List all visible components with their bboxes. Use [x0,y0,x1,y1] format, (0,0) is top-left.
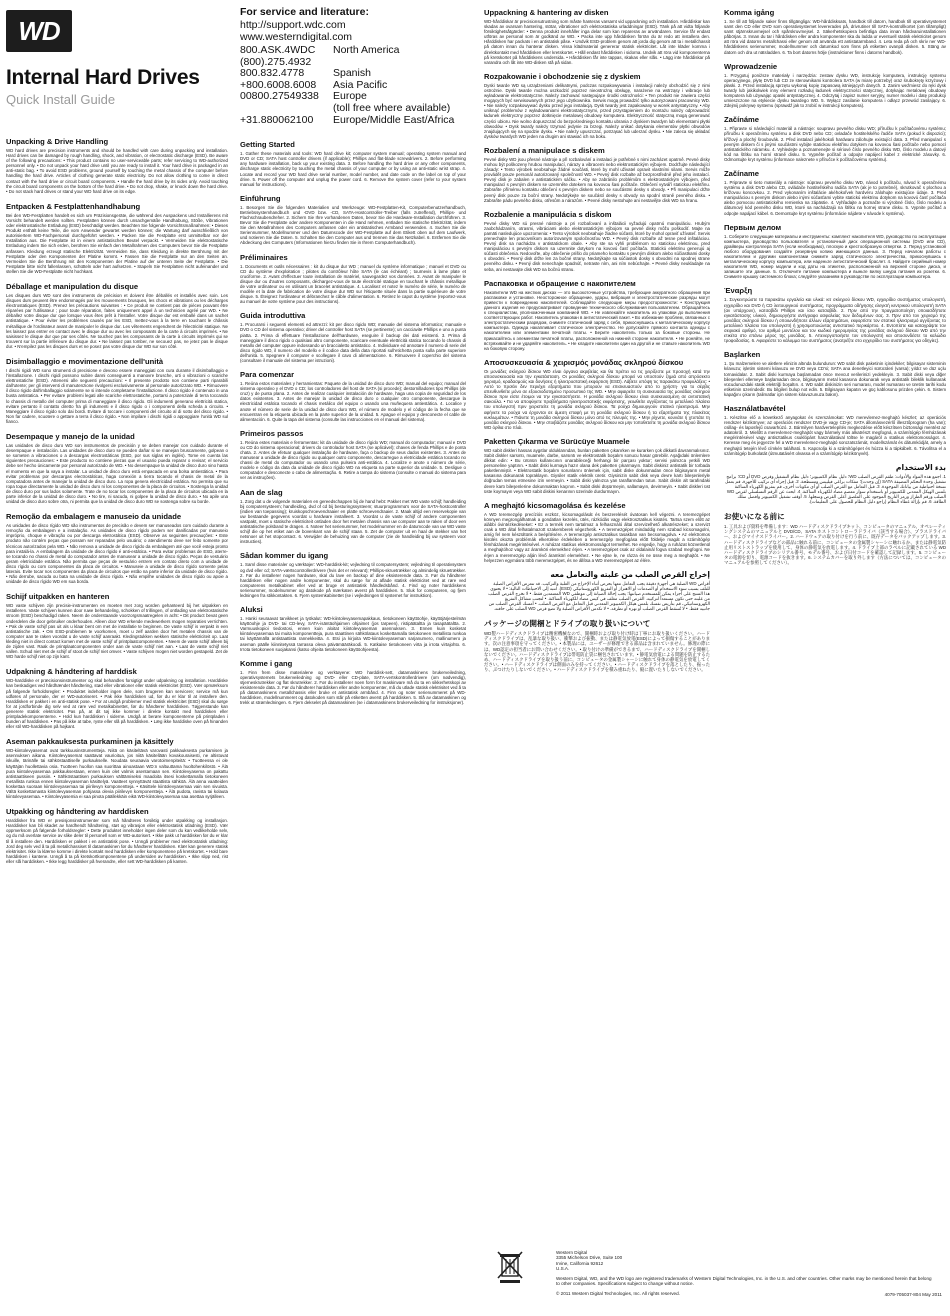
language-section [6,202,228,274]
section-heading: بدء الاستخدام [895,462,946,472]
language-section [724,511,946,565]
footer [484,1250,946,1310]
col2-sections [240,140,466,705]
section-heading: إخراج القرص الصلب من علبته والتعامل معه [550,569,710,579]
language-section [484,437,710,494]
section-body: 1. Připravte si následující materiál a nástroje: soupravu pevného disku WD; příručku k počítačovému systému; příručku k operačnímu systému a disk DVD nebo CD; ovladače hostitelského řadiče SATA (pokud k dispozici); křížový a plochý šroubovák. 2. Před instalací jakéhokoli hardwaru zálohujte existující data. 3. Před manipulací s pevným diskem či s jinými součástmi vybijte statickou elektřinu dotykem na kovovou šasi počítače nebo pomocí antistatického náramku. 4. Vyhledejte a poznamenejte si sériové číslo pevného disku WD, číslo modelu a datový kód na štítku na horní straně disku. 5. Vypněte počítač a odpojte napájecí kabel z elektrické zásuvky. 6. Odmontujte kryt systému (informace naleznete v příručce k počítačovému systému). [724,126,946,162]
section-body: Pevné disky WD jsou přesné nástroje a při rozbalování a instalaci je potřebné s nimi zacházet opatrně. Pevné disky mohou být poškozeny hrubou manipulací, nárazy a vibracemi nebo elektrostatickým výbojem. Dodržujte následující zásady: • Tento výrobek neobsahuje žádné součásti, které by mohl uživatel opravit vlastními silami. Servis může provádět pouze personál autorizovaný společností WD. • Pevný disk rozbalte až bezprostředně před jeho instalací. Pevný disk je zabalen v antistatickém sáčku. • Aby se zabránilo problémům s elektrostatickým výbojem, před manipulací s pevným diskem se uzemněte dotekem na kovovou šasi počítače. Oblečení vytváří statickou elektřinu. Zabraňte přímému kontaktu oblečení s pevným diskem nebo se součástmi desky s obvody. • Při manipulaci držte pevný disk pouze za boční strany. Nedotýkejte se součástí desky s obvody na spodní straně pevného disku. • Zabraňte pádu pevného disku, otřesům a nárazům. • Pevné disky nestohujte ani nestavějte disk WD na hranu. [484,156,710,203]
language-section [6,137,228,194]
contact-region: Spanish [333,67,371,80]
contact-phone: +31.880062100 [240,113,314,126]
contact-row [240,103,466,115]
section-heading: Para comenzar [240,370,295,380]
col4-sections [724,8,946,565]
section-body: 1. Saml disse materialer og værktøjer: WD-harddisk-kit; vejledning til computersystem; vejledning til operativsystem og dvd eller cd; SATA-værtscontrollerdrivere (hvis det er relevant); Phillips-skruetrækker og almindelig skruetrækker. 2. Før du installerer nogen hardware, skal du lave en backup af dine eksisterende data. 3. Før du håndterer harddisken eller nogen andre komponenter, skal du sørge for at aflade statisk elektricitet ved at røre ved computerens metalkabinet eller ved at bruge et antistatisk håndledsbånd. 4. Find og noter harddiskens serienummer, modelnummer og datokode på mærkaten øverst på harddisken. 5. Sluk for computeren, og fjern ledningen fra stikkontakten. 6. Fjern systemkabinettet (se i vejledningen til systemet for instruktion). [240,562,466,598]
language-section [6,807,228,864]
section-body: 1. Συγκεντρώστε τα παρακάτω εργαλεία και υλικά: κιτ σκληρού δίσκου WD, εγχειρίδιο συστήματος υπολογιστή, εγχειρίδιο και DVD ή CD λειτουργικού συστήματος, προγράμματα οδήγησης ελεγκτή κεντρικού υπολογιστή SATA (αν υπάρχουν), κατσαβίδι Phillips και ίσιο κατσαβίδι. 2. Πριν από την πραγματοποίηση οποιασδήποτε εγκατάστασης υλικού, δημιουργήστε αντίγραφο ασφαλείας των δεδομένων σας. 3. Πριν από τον χειρισμό της μονάδας σκληρού δίσκου ή οποιωνδήποτε άλλων εξαρτημάτων, εκφορτίστε τον στατικό ηλεκτρισμό αγγίζοντας το μεταλλικό πλαίσιο του υπολογιστή ή χρησιμοποιώντας αντιστατικό περικάρπιο. 4. Εντοπίστε και καταγράψτε τον σειριακό αριθμό, τον αριθμό μοντέλου και τον κωδικό ημερομηνίας της μονάδας σκληρού δίσκου WD από την ετικέτα στο επάνω μέρος της μονάδας. 5. Απενεργοποιήστε τον υπολογιστή και αποσυνδέστε το καλώδιο τροφοδοσίας. 6. Αφαιρέστε το κάλυμμα του συστήματος (ανατρέξτε στο εγχειρίδιο του συστήματος για οδηγίες). [724,297,946,344]
section-body: Les disques durs WD sont des instruments de précision et doivent être déballés et installés avec soin. Les disques durs peuvent être endommagés par les mouvements brusques, les chocs et vibrations ou les décharges électrostatiques (ESD). Prenez les précautions suivantes : • Ce produit ne contient pas de pièces pouvant être réparées par l'utilisateur ; pour toute réparation, faites uniquement appel à un technicien agréé par WD. • Ne déballez votre disque dur que lorsque vous êtes prêt à l'installer. Votre disque dur est emballé dans un sachet antistatique. • Pour éviter les problèmes causés par les ESD, mettez-vous à la terre en touchant le châssis métallique de l'ordinateur avant de manipuler le disque dur. Les vêtements engendrent de l'électricité statique. Ne les laissez pas entrer en contact avec le disque dur ou avec les composants de la carte à circuits imprimés. • Ne saisissez le disque dur que par ses côtés. Ne touchez pas les composants de la carte à circuits imprimés qui se trouvent sur la partie inférieure du disque dur. • Ne laissez pas tomber, ne secouez pas, ne jetez pas le disque dur. • N'empilez pas les disques durs et ne posez pas votre disque dur WD sur son côté. [6,292,228,349]
language-section [6,512,228,584]
contact-list [240,45,466,126]
language-section [6,432,228,504]
language-section [484,570,710,612]
section-body: 1. Készítse elő a következő anyagokat és szerszámokat: WD merevlemez-meghajtó készlet; az operációs rendszer kézikönyve; az operációs rendszer DVD-je vagy CD-je; SATA állomásvezérlő illesztőprogram (ha van); csillag- és laposfejű csavarhúzó. 2. Bármilyen hardvertelepítés megkezdése előtt készítsen biztonsági mentést az adatokról. 3. Mielőtt a merevlemez-meghajtót vagy bármely más alkatrészt megfogná, a számítógép fémházának megérintésével vagy antisztatikus csuklópánt használatával töltse le magáról a statikus elektromosságot. 4. Keresse meg és jegyezze fel a WD merevlemez-meghajtó sorozatszámát, modellszámát és dátumkódját, amely a meghajtó tetején lévő címkén található. 5. Kapcsolja ki a számítógépet és húzza ki a tápkábelt. 6. Távolítsa el a számítógép burkolatát (útmutatásért olvassa el a számítógép kézikönyvét). [724,414,946,456]
contact-region: Europe [333,90,367,103]
section-body: Bei den WD-Festplatten handelt es sich um Präzisionsgeräte, die während des Auspackens und Installierens mit Vorsicht behandelt werden sollten. Festplatten können durch unsachgemäße Handhabung, Stöße, Vibrationen oder elektrostatische Entladung (ESD) beschädigt werden. Beachten Sie folgende Vorsichtsmaßnahmen: • Dieses Produkt enthält keine Teile, die vom Anwender gewartet werden können; die Wartung darf ausschließlich von autorisiertem WD-Fachpersonal durchgeführt werden. • Packen Sie die Festplatte erst unmittelbar vor der Installation aus. Die Festplatte ist in einem antistatischen Beutel verpackt. • Vermeiden Sie elektrostatische Entladung indem Sie sich erden, berühren Sie einfach den Metallrahmen des Computers bevor Sie die Festplatte anfassen. Kleidung erzeugt statische Elektrizität. Vermeiden Sie, dass Kleidung in direkte Berührung mit der Festplatte oder den Komponenten der Platine kommt. • Fassen Sie die Festplatte nur an den Seiten an. Vermeiden Sie die Berührung mit den Komponenten der Platine auf der unteren Seite der Festplatte. • Die Festplatte bitte nicht fallenlassen, schütteln oder hart aufsetzen. • Stapeln Sie Festplatten nicht aufeinander und stellen Sie die WD-Festplatte nicht hochkant. [6,212,228,274]
section-heading: Einführung [240,193,281,203]
section-heading: Unpacking & Drive Handling [6,137,109,146]
section-heading: パッケージの開梱とドライブの取り扱いについて [484,619,651,629]
section-heading: Desempaque y manejo de la unidad [6,432,135,442]
section-body: Pevné disky WD sú presné nástroje a pri rozbaľovaní a inštalácii vyžadujú opatrnú manipuláciu. Hrubým zaobchádzaním, otrasmi, vibráciami alebo elektrostatickým výbojom sa pevné disky môžu poškodiť. Majte na pamäti nasledujúce upozornenia: • Tento výrobok neobsahuje žiadne súčasti, ktoré by mohol opraviť užívateľ. Servis prenechajte len pracovníkom autorizovaným spoločnosťou WD. • Pevný disk rozbaľte až tesne pred inštaláciou. Pevný disk sa nachádza v antistatickom obale. • Aby ste sa vyhli problémom so statickou elektrinou, pred manipuláciou s pevným diskom sa uzemnite dotykom na kovovú časť počítača. Statickú elektrinu generujú aj súčasti oblečenia. Nedovoľte, aby oblečenie prišlo do priameho kontaktu s pevným diskom alebo súčiastkami dosky s obvodmi. • Pevný disk držte len za bočné strany. Nedotýkajte sa súčiastok dosky s obvodmi na spodnej strane pevného disku. • Pevný disk nenechajte spadnúť, netraste ním, ani ním nebúchajte. • Pevné disky neukladajte na seba, ani nestavajte disk WD na bočnú stranu. [484,220,710,272]
section-body: أقراص WD الصلبة هي أجهزة دقيقة يجب التعامل معها بحرص أثناء الإخراج من العلبة والتركيب. قد تتعرض الأقراص الصلبة للتلف بسبب سوء الاستخدام أو الصدمات أو الاهتزاز أو التفريغ الكهروستاتيكي (ESD). انتبه إلى الاحتياطات التالية: • لا يحتوي هذا المنتج على أجزاء يمكن للمستخدم صيانتها؛ يجب إحالة الصيانة إلى موظفي WD المعتمدين فقط. • لا تخرج القرص الصلب من علبته حتى تكون مستعداً لتركيبه. القرص الصلب مغلف في كيس مضاد للكهرباء الساكنة. • لتجنب مشاكل التفريغ الكهروستاتيكي، قم بتأريض نفسك بلمس هيكل الكمبيوتر المعدني قبل التعامل مع القرص الصلب. • أمسك القرص الصلب من جانبيه فقط. • لا تُسقط القرص الصلب أو تهزه أو تطرقه. • لا تكدس الأقراص الصلبة ولا تضع قرص WD الصلب على حافته. [488,580,710,612]
section-heading: Getting Started [240,140,295,150]
section-body: 1. Gather these materials and tools: WD hard drive kit; computer system manual; operating system manual and DVD or CD; SATA host controller drivers (if applicable); Phillips and flat-blade screwdrivers. 2. Before performing any hardware installation, back up your existing data. 3. Before handling the hard drive or any other components, discharge static electricity by touching the metal chassis of your computer or by using an anti-static wrist strap. 4. Locate and record your WD hard drive serial number, model number, and date code on the label on top of your drive. 5. Power off the computer and unplug the power cord. 6. Remove the system cover (refer to your system manual for instructions). [240,151,466,187]
address-line: 3355 Michelson Drive, Suite 100 [556,1255,623,1261]
section-heading: Használatbavétel [724,403,786,413]
language-section [724,350,946,397]
section-heading: Udpakning & håndtering af harddisk [6,667,137,677]
section-body: Накопители WD на жестких дисках — это высокоточные устройства, требующие аккуратного обращения при распаковке и установке. Неосторожное обращение, удары, вибрация и электростатические разряды могут привести к повреждению накопителей. Соблюдайте следующие меры предосторожности: • Конструкция данного изделия не предусматривает проведение технического обслуживания пользователем. Обращайтесь к специалистам, уполномоченным компанией WD. • Не извлекайте накопитель из упаковки до выполнения соответствующих работ. Накопитель упакован в антистатический пакет. • Во избежание проблем, связанных с электростатическим разрядом, снимите статический заряд с себя, прикоснувшись к металлическому корпусу компьютера. Одежда накапливает статическое электричество. Не допускайте прямого контакта одежды с накопителем или элементами печатной платы. • Берите накопитель только за боковые стороны. Не прикасайтесь к элементам печатной платы, расположенной на нижней стороне накопителя. • Не роняйте, не встряхивайте и не ударяйте накопитель. • Не кладите накопители один на другой и не ставьте накопитель WD на боковую сторону. [484,289,710,351]
service-info [240,6,466,126]
contact-phone: 800.ASK.4WDC [240,44,316,56]
website-url[interactable]: www.westerndigital.com [240,31,353,43]
section-body: Οι μονάδες σκληρού δίσκου WD είναι όργανα ακριβείας και θα πρέπει να τις χειρίζεστε με προσοχή κατά την αποσυσκευασία και την εγκατάσταση. Οι μονάδες σκληρού δίσκου μπορεί να υποστούν ζημιά από απρόσεκτο χειρισμό, κραδασμούς και δονήσεις ή ηλεκτροστατική εκφόρτιση (ESD). Λάβετε υπόψη τις παρακάτω προφυλάξεις: • Αυτό το προϊόν δεν περιέχει εξαρτήματα που μπορούν να επισκευαστούν από το χρήστη· για το σέρβις απευθυνθείτε μόνο σε εξουσιοδοτημένο προσωπικό της WD. • Μην αφαιρείτε τη συσκευασία της μονάδας σκληρού δίσκου πριν είστε έτοιμοι να την εγκαταστήσετε. Η μονάδα σκληρού δίσκου είναι συσκευασμένη σε αντιστατική σακούλα. • Για να αποφύγετε προβλήματα ηλεκτροστατικής εκφόρτισης, γειωθείτε αγγίζοντας το μεταλλικό πλαίσιο του υπολογιστή πριν χειριστείτε τη μονάδα σκληρού δίσκου. Τα ρούχα δημιουργούν στατικό ηλεκτρισμό. Μην αφήνετε τα ρούχα να έρχονται σε άμεση επαφή με τη μονάδα σκληρού δίσκου ή τα εξαρτήματα της πλακέτας κυκλωμάτων. • Πιάνετε τη μονάδα σκληρού δίσκου μόνο από τις πλευρές της. • Μην ρίχνετε, κουνάτε ή χτυπάτε τη μονάδα σκληρού δίσκου. • Μην στοιβάζετε μονάδες σκληρού δίσκου και μην τοποθετείτε τη μονάδα σκληρού δίσκου WD όρθια στο πλάι. [484,368,710,430]
contact-row [240,45,466,57]
section-heading: Komma igång [724,8,775,17]
section-heading: Sådan kommer du igang [240,551,329,561]
section-heading: Komme i gang [240,658,293,668]
section-body: 1. 工具および資料を準備します：WD ハードディスクドライブキット、コンピュータのマニュアル、オペレーティングシステムのマニュアルと DVD/CD、SATA ホストコントローラドライバ（該当する場合）、プラスドライバー、およびマイナスドライバー。2. ハードウェアの取り付けを行う前に、既存データをバックアップします。3. ハードディスクドライブなどの部品に触れる前に、コンピュータの金属製シャーシに触れるか、または静電気防止用リストストラップを使用して、身体の静電気を放電します。4. ドライブ上部のラベルに記載されている WD ハードディスクドライブのシリアル番号、モデル番号、および日付コードを確認して記録します。5. コンピュータの電源を切り、電源コードを抜きます。6. システムカバーを取り外します（方法については、コンピュータのマニュアルを参照してください）。 [724,524,946,565]
section-body: WD-harddiske er præcisionsinstrumenter og skal behandles forsigtigt under udpakning og installation. Harddiske kan beskadiges ved hårdhændet håndtering, stød eller vibrationer eller statisk elektricitet (ESD). Vær opmærksom på følgende forholdsregler: • Produktet indeholder ingen dele, som brugeren kan servicere; service må kun udføres af personale, der er WD-autoriseret. • Pak ikke harddisken ud, før du er klar til at installere den. Harddisken er pakket i en anti-statisk pose. • For at undgå problemer med statisk elektricitet (ESD) skal du sørge for at jordforbinde dig selv ved at røre ved metalkabinettet, før du håndterer harddisken. Tøjgenstande kan generere statisk elektricitet. Pas på, at dit tøj ikke kommer i direkte kontakt med harddisken eller printpladekomponenterne. • Hold kun harddisken i siderne. Undgå at berøre komponenterne på printpladen i bunden af harddisken. • Pas på ikke at tabe, ryste eller slå på harddisken. • Læg ikke harddiske oven på hinanden eller stil WD-harddisken på højkant. [6,678,228,730]
language-section [724,404,946,456]
section-body: 1. Hanki seuraavat tarvikkeet ja työkalut: WD-kiintolevyasemapakkaus, tietokoneen käyttöohje, käyttöjärjestelmän käyttöohje ja DVD- tai CD-levy, SATA-isäntäohjaimen ohjaimet (jos tarpeen), ristipäätaltta ja tasapäätaltta. 2. Varmuuskopioi tiedostosi, ennen kuin aloitat kiintolevyaseman asennuksen. 3. Ennen kuin kosketat kiintolevyasemaa tai muita komponentteja, pura staattinen sähkölataus koskettamalla tietokoneen metallista runkoa tai käyttämällä antistaattista rannekkeitta. 4. Etsi ja kirjoita WD-kiintolevyaseman sarjanumero, mallinumero ja aseman päälle kiinnitetyssä tarrassa oleva päivämääräkoodi. 5. Katkaise tietokoneen virta ja irrota virtajohto. 6. Irrota tietokoneen suojakansi (katso ohjeita tietokoneen käyttöohjeesta). [240,616,466,652]
section-heading: Aseman pakkauksesta purkaminen ja käsittely [6,737,174,747]
language-section [484,358,710,430]
language-section [484,618,710,672]
section-body: I dischi rigidi WD sono strumenti di precisione e devono essere maneggiati con cura durante il disimballaggio e l'installazione. I dischi rigidi possono subire danni conseguenti a manovre brusche, urti o vibrazioni o scariche elettrostatiche (ESD). Attenersi alle seguenti precauzioni: • Il presente prodotto non contiene parti riparabili dall'utente; per gli interventi di manutenzione rivolgersi esclusivamente al personale autorizzato WD. • Rimuovere il disco rigido dall'imballaggio solamente se si intende completarne l'installazione. Il disco rigido è contenuto in una busta antistatica. • Per evitare problemi legati alle scariche elettrostatiche, portarsi a potenziale di terra toccando lo chassis di metallo del computer prima di maneggiare il disco rigido. Gli indumenti generano elettricità statica, evitare pertanto il contatto diretto fra gli indumenti e il disco rigido o i componenti della scheda a circuito. • Maneggiare il disco rigido solo dai bordi. Evitare di toccare i componenti del circuito al di sotto del disco rigido. • Non far cadere, scuotere o gettare a terra il disco rigido. • Non impilare i dischi rigidi o appoggiare l'unità WD sul fianco. [6,368,228,424]
section-body: 1. Zorg dat u de volgende materialen en gereedschappen bij de hand hebt: Pakket met WD vaste schijf; handleiding bij computersysteem; handleiding, dvd of cd bij besturingssysteem; stuurprogramma's voor de SATA-hostcontroller (indien van toepassing); kruiskopschroevendraaier en platte schroevendraaier. 2. Maak altijd een reservekopie van uw bestaande gegevens voordat u hardware installeert. 3. Voordat u de vaste schijf of andere componenten vastpakt, moet u statische elektriciteit ontladen door het metalen chassis van uw computer aan te raken of door een antistatische polsband te dragen. 4. Noteer het serienummer, het modelnummer en de datumcode van uw WD vaste schijf die op het etiket aan de bovenkant van de schijf staan. 5. Zet de computer uit en haal de stekker van het netsnoer uit het stopcontact. 6. Verwijder de behuizing van de computer (zie de handleiding bij uw systeem voor instructies). [240,498,466,545]
section-heading: Utpakking og håndtering av harddisken [6,807,149,817]
section-heading: Aluksi [240,605,263,615]
contact-region: Europe/Middle East/Africa [333,113,455,126]
language-section [6,282,228,349]
language-section [484,279,710,351]
section-heading: Aan de slag [240,487,283,497]
section-heading: Uppackning & hantering av disken [484,8,609,17]
section-body: 1. Documents et outils nécessaires : kit du disque dur WD ; manuel du système informatique ; manuel et DVD ou CD du système d'exploitation ; pilotes du contrôleur hôte SATA (le cas échéant) ; tournevis à lame plate et cruciforme. 2. Avant d'effectuer toute installation de matériel, sauvegardez vos données. 3. Avant de manipuler le disque dur ou d'autres composants, déchargez-vous de toute électricité statique en touchant le châssis métallique de votre ordinateur ou en utilisant un bracelet antistatique. 4. Localisez et notez le numéro de série, le numéro de modèle et la date de fabrication de votre disque dur WD sur l'étiquette située dans la partie supérieure de votre disque. 5. Éteignez l'ordinateur et débranchez le câble d'alimentation. 6. Retirez le capot du système (reportez-vous au manuel de votre système pour des instructions). [240,263,466,305]
section-body: WD-kiintolevyasemat ovat tarkkuusinstrumentteja. Niitä on käsiteltävä varovasti pakkauksesta purkamisen ja asennuksen aikana. Kiintolevyasemat saattavat vaurioitua, jos niitä käsitellään kovakouraisesti, ne altistuvat iskuille, tärinälle tai sähköstaattiselle purkaukselle. Noudata seuraavia varotoimenpiteitä: • Tuotteessa ei ole käyttäjän huollettavia osia. Tuotteen huollon saa suorittaa ainoastaan WD:n valtuuttama huoltohenkilöstö. • Älä pura kiintolevyasemaa pakkauksestaan, ennen kuin olet valmis asentamaan sen. Kiintolevyasema on pakattu antistaattiseen pussiin. • Sähköstaattisen purkauksen välttämiseksi maadoita itsesi koskettamalla tietokoneen metallista runkoa ennen kiintolevyaseman käsittelyä. Vaatteet synnyttävät staattista sähköä. Älä anna vaatteiden koskettaa suoraan kiintolevyasemaa tai piirilevyn komponentteja. • Käsittele kiintolevyasemaa vain sen sivuista. Vältä koskettamasta kiintolevyaseman pohjassa olevia piirilevyn komponentteja. • Älä pudota, ravista tai kolauta kiintolevyasemaa. • Kiintolevyasemia ei saa pinota päällekkäin eikä WD-kiintolevyasemaa saa asettaa syrjälleen. [6,748,228,800]
section-body: 1. Se till att följande saker finns tillgängliga: WD-hårddisksats, handbok till datorn, handbok till operativsystemet samt den CD eller DVD som operativsystemet levererades på, drivrutiner till SATA-kontrollkortet (om tillämpligt) samt stjärnskruvmejsel och spårskruvmejsel. 2. Säkerhetskopiera befintliga data innan hårdvaruinstallationen påbörjas. 3. Innan du tar i hårddisken eller andra komponenter ska du ladda ur eventuell statisk elektricitet genom att röra vid datorns metallchassi eller genom att använda ett antistatarmband. 4. Leta reda på och skriv ner WD-hårddiskens serienummer, modellnummer och datumkod som finns på etiketten ovanpå disken. 5. Stäng av datorn och dra ut nätsladden. 6. Ta bort datorns hölje (instruktioner finns i datorns handbok). [724,19,946,55]
weee-bin-icon [496,1250,524,1284]
contact-phone [240,103,333,115]
section-body: Dyski twarde WD są urządzeniami delikatnymi, podczas rozpakowywania i instalacji należy obchodzić się z nimi ostrożnie. Dyski twarde można uszkodzić poprzez nieostrożną obsługę, narażenie na wstrząsy i wibracje lub wyładowanie elektrostatyczne. Należy zachować następujące środki ostrożności: • Ten produkt nie zawiera części mogących być serwisowanych przez jego użytkownika. Serwis mogą prowadzić tylko autoryzowani pracownicy WD. • Nie należy rozpakowywać dysku przed jego instalacją. Dysk twardy jest zapakowany w worek antystatyczny. • Aby uniknąć problemów z wyładowaniami elektrostatycznymi, przed przystąpieniem do montażu należy odprowadzić ładunek elektryczny poprzez dotknięcie metalowej obudowy komputera. Elektryczność statyczną mogą generować części ubioru. Nie wolno dopuszczać do bezpośredniego kontaktu ubrania z dyskiem twardym lub elementami płytki obwodów. • Dysk twardy należy trzymać jedynie za brzegi. Należy unikać dotykania elementów płytki obwodów znajdujących się na spodzie dysku. • Nie należy upuszczać, potrząsać lub uderzać dysku. • Nie zaleca się układać dysków twardych WD jeden na drugim ani stawiać ich na boku. [484,82,710,139]
section-heading: Rozbalenie a manipulácia s diskom [484,209,612,219]
section-heading: Αποσυσκευασία & χειρισμός μονάδας σκληρού δίσκου [484,357,684,367]
language-section [240,253,466,305]
contact-region: Asia Pacific [333,78,388,91]
contact-phone: +800.6008.6008 [240,78,317,91]
language-section [724,62,946,109]
language-section [6,737,228,799]
column-1 [6,6,228,1310]
language-section [240,488,466,545]
language-section [724,286,946,343]
contact-row [240,115,466,127]
section-body: WD sabit diskleri hassas aygıtlar olduklarından, bunları paketten çıkarırken ve kurarken çok dikkatli davranmalısınız. Sabit diskler sarsıntı, muamele, darbe, sarsıntı ve elektrostatik boşalım sonucu hasar görebilir. Aşağıdaki önlemlere dikkat edin: • Bu ürünün kullanıcının onarabileceği herhangi bir parçası yoktur; servisi yalnızca yetkili WD personeline yaptırın. • Sabit diski kurmaya hazır olana dek paketten çıkarmayın. Sabit diskiniz antistatik bir torbada paketlenmiştir. • Elektrostatik boşalım sorunlarını önlemek için, sabit diske dokunmadan önce bilgisayarın metal kasasına dokunarak topraklayın. Giysiler statik elektrik üretir. Giysinizin sabit disk veya devre kartı bileşenleriyle doğrudan temas etmesine izin vermeyin. • Sabit diski yalnızca yan taraflarından tutun. Sabit diskin alt tarafındaki devre kartı bileşenlerine dokunmaktan kaçının. • Sabit diski düşürmeyin, sallamayın, devirmeyin. • Sabit diskleri üst üste koymayın veya WD sabit diskini kenarının üzerinde durdurmayın. [484,447,710,494]
language-section [6,357,228,424]
column-3 [484,6,710,1246]
section-body: WD-hårddiskar är precisionsutrustning som måste hanteras varsamt vid uppackning och installation. Hårddiskar kan skadas av ovarsam hantering, stötar, vibrationer och elektrostatiska urladdningar (ESD). Tänk på att vidta följande försiktighetsåtgärder: • Denna produkt innehåller inga delar som kan repareras av användaren. Service får endast utföras av personal som är godkänd av WD. • Packa inte upp hårddisken förrän du är redo att installera den. Hårddisken har packats i en antistatisk påse. • Undvik ESD-problem genom att jorda dig genom att ta i metallchassit på datorn innan du hanterar disken. Vissa klädmaterial genererar statisk elektricitet. Låt inte kläder komma i direktkontakt med hårddisken eller kretskortet. • Håll endast hårddisken i sidorna. Undvik att röra vid komponenterna på kretskortet på hårddiskens undersida. • Hårddisken får inte tappas, skakas eller slås. • Lägg inte hårddiskar på varandra och låt inte WD-disken stå på sidan. [484,19,710,65]
language-section [240,605,466,652]
contact-phone: 800.832.4778 [240,67,305,80]
language-section [240,429,466,481]
section-heading: Začínáme [724,115,760,125]
section-body: 1. Besorgen Sie die folgenden Materialien und Werkzeuge: WD-Festplatten-Kit, Computerbenutzerhandbuch, Betriebssystemhandbuch und -DVD bzw. -CD, SATA-Hostcontroller-Treiber (falls zutreffend), Phillips- und Flachschraubendreher. 2. Sichern Sie Ihre vorhandenen Daten, bevor Sie die Hardware-Installation durchführen. 3. Bevor Sie die Festplatte oder andere Komponenten in die Hand nehmen, entladen Sie statische Elektrizität, indem Sie den Metallrahmen des Computers anfassen oder ein antistatisches Armband verwenden. 4. Suchen Sie die Seriennummer, Modellnummer und den Datumscode der WD-Festplatte auf dem Etikett oben auf dem Laufwerk, und notieren Sie die Daten. 5. Schalten Sie den Computer aus und trennen Sie das Netzkabel. 6. Entfernen Sie die Abdeckung des Computers (Informationen hierzu finden Sie in Ihrem Computerhandbuch). [240,204,466,246]
contact-region: North America [333,44,400,56]
section-body: WD製ハードディスクドライブは精密機械なので、開梱時および取り付け時は丁寧にお取り扱いください。ハードディスクドライブは、乱暴な取り扱い、衝撃および振動、または静電気放電(ESD)によって損傷することがあります。次の注意事項を守ってください。• 本製品には、ユーザーが修理できる部品は含まれていません。修理の際には、WD認定の担当者にお問い合わせください。• 取り付けの準備ができるまで、ハードディスクドライブを開梱しないでください。ハードディスクドライブは帯電防止袋に梱包されています。• 静電気放電による問題を防止するため、ハードディスクドライブを取り扱う前に、コンピュータの金属製シャーシに触れて身体の静電気を放電してください。• ハードディスクドライブは側面のみを持ってください。• ハードディスクドライブを落としたり、振ったり、ぶつけたりしないでください。• ハードディスクドライブを積み重ねたり、縦に置いたりしないでください。 [484,631,710,672]
section-body: 1. Reúna estos materiales y herramientas: Paquete de la unidad de disco duro WD; manual del equipo; manual del sistema operativo y el DVD o CD; los controladores del host de SATA (si procede); destornilladores tipo Phillips (de cruz) y de punta plana. 2. Antes de realizar cualquier instalación de hardware, haga una copia de seguridad de los datos existentes. 3. Antes de manejar la unidad de disco duro o cualquier otro componente, descargue la electricidad estática tocando el chasis metálico del equipo o usando una muñequera antiestática. 4. Localice y anote el número de serie de la unidad de disco duro WD, el número de modelo y el código de la fecha que se encuentran en la etiqueta ubicada en la parte superior de la unidad. 5. Apague el equipo y desconecte el cable de alimentación. 6. Quite la tapa del sistema (consulte las instrucciones en el manual del sistema). [240,381,466,422]
section-heading: お使いになる前に [724,512,785,522]
language-section [484,501,710,563]
contact-phone: (800).275.4932 [240,55,312,68]
section-heading: Распаковка и обращение с накопителем [484,278,636,288]
section-body: 1. Procurarsi i seguenti elementi ed attrezzi: kit per disco rigido WD; manuale del sistema informatico; manuale e DVD o CD del sistema operativo; driver del controller host SATA (se pertinente); un cacciavite Phillips e uno a punta piatta. 2. Prima di effettuare l'installazione dell'hardware, eseguire il backup dei dati esistenti. 3. Prima di maneggiare il disco rigido o qualsiasi altro componente, scaricare eventuale elettricità statica toccando lo chassis di metallo del computer oppure indossando un braccialetto antistatico. 4. Individuare ed annotare il numero di serie del disco rigido WD, il numero del modello e il codice data della data riportati sull'etichetta posta sulla parte superiore dell'unità. 5. Spegnere il computer e scollegare il cavo di alimentazione. 6. Rimuovere il coperchio del sistema (consultare il manuale del sistema per istruzioni). [240,322,466,363]
language-section [240,194,466,246]
section-body: 1. Finn frem disse materialene og verktøyene: WD harddisk-sett, datamaskinens brukerveiledning, operativsystemets brukerveiledning og DVD- eller CD-plate, SATA-vertskontrollerdrivere (om nødvendig), stjerneskrutrekker og flat skrutrekker. 2. Før du installerer noen form for maskinvare må du ta en sikkerhetskopi av eksisterende data. 3. Før du håndterer harddisken eller andre komponenter, må du utlade statisk elektrisitet ved å ta på datamaskinens metallchassis eller bruke et antistatisk armbånd. 4. Finn og noter serienummeret på WD-harddisken, modellnummeret og datokoden som står på etiketten øverst på harddisken. 5. Slå av datamaskinen og trekk ut strømledningen. 6. Fjern dekselet på datamaskinen (se i datamaskinens brukerveiledning for instruksjoner). [240,669,466,706]
language-section [484,146,710,203]
section-body: WD vaste schijven zijn precisie-instrumenten en moeten met zorg worden gehanteerd bij het uitpakken en installeren. Vaste schijven kunnen door ruwe behandeling, schokken of trillingen, of ontlading van elektrostatische stroom (ESD) beschadigd raken. Neem de onderstaande voorzorgsmaatregelen in acht: • Dit product bevat geen onderdelen die door gebruiker onderhouden. Alleen door WD erkende medewerkers mogen reparaties verrichten. • Pak de vaste schijf pas uit als u klaar bent om met de installatie te beginnen. De vaste schijf is verpakt in een antistatische zak. • Om ESD-problemen te voorkomen, moet u zelf aarden door het metalen chassis van de computer aan te raken voordat u de vaste schijf aanraakt. Kledingstukken wekken statische elektriciteit op. Laat kleding niet in direct contact komen met de vaste schijf of printplaatcomponenten. • Neem de vaste schijf alleen bij de zijden vast. Raak de printplaatcomponenten onder aan de vaste schijf niet aan. • Laat de vaste schijf niet vallen. Schud niet met de schijf of stoot de schijf niet omver. • Vaste schijven mogen niet worden gestapeld. Zet de WD harde schijf niet op zijn kant. [6,603,228,660]
contact-region: (toll free where available) [333,101,451,114]
section-heading: A meghajtó kicsomagolása és kezelése [484,500,626,510]
language-section [240,370,466,422]
col3-sections [484,8,710,672]
section-heading: Déballage et manipulation du disque [6,281,139,291]
column-2 [240,6,466,1310]
language-section [240,659,466,706]
section-heading: Guida introduttiva [240,311,306,321]
section-heading: Préliminaires [240,252,288,262]
language-section [240,311,466,363]
service-heading: For service and literature: [240,6,369,18]
page-subtitle: Quick Install Guide [6,92,116,107]
section-body: 1. Przygotuj poniższe materiały i narzędzia: zestaw dysku WD, instrukcję komputera, instrukcję systemu operacyjnego, płytę DVD lub CD ze sterownikami kontrolera SATA (w miarę potrzeby) oraz śrubokręty krzyżowy i płaski. 2. Przed instalacją sprzętu wykonaj kopię zapasową istniejących danych. 3. Zanim weźmiesz do ręki dysk twardy lub jakikolwiek inny element rozładuj ładunek elektryczności statycznej, dotykając metalowej obudowy komputera lub używając opaski antystatycznej. 4. Odczytaj i zapisz numer seryjny, numer modelu i datę produkcji umieszczone na etykiecie dysku twardego WD. 5. Wyłącz zasilanie komputera i odłącz przewód zasilający. 6. Zdejmij pokrywę systemu (sprawdź jak to zrobić w instrukcji komputera). [724,72,946,109]
copyright-notice: © 2011 Western Digital Technologies, Inc. All rights reserved. [556,1291,680,1296]
section-heading: Başlarken [724,350,761,360]
section-heading: Entpacken & Festplattenhandhabung [6,201,141,211]
column-4 [724,6,946,1246]
wd-logo: WD [6,10,72,52]
section-body: 1. اجمع هذه المواد والأدوات: طقم القرص الصلب WD؛ دليل نظام الكمبيوتر؛ دليل نظام التشغيل وقرص DVD أو CD؛ برامج تشغيل وحدة التحكم المضيفة SATA (إن وجدت)؛ مفكات براغي فيليبس ومسطحة. 2. قبل إجراء أي تركيب للأجهزة، قم بعمل نسخة احتياطية من بياناتك الموجودة. 3. قبل التعامل مع القرص الصلب أو أي مكونات أخرى، قم بتفريغ الكهرباء الساكنة بلمس الهيكل المعدني للكمبيوتر أو باستخدام سوار معصم مضاد للكهرباء الساكنة. 4. ابحث عن الرقم التسلسلي لقرص WD الصلب ورقم الطراز ورمز التاريخ الموجود على الملصق أعلى القرص وسجلها. 5. أوقف تشغيل الكمبيوتر وافصل سلك الطاقة. 6. قم بإزالة غطاء النظام (راجع دليل النظام للحصول على التعليمات). [724,473,946,505]
section-body: A WD teremezgép precíziós eszköz, kicsomagolását és beszerelését óvatosan kell végezni. A teremezgépet könnyen megrongálhatnak a gondatlan kezelés, ütés, rázkódás vagy elektrosztatikus kisütés. Tartsa szem előtt az alábbi óvintézkedéseket: • Ez a termék nem tartalmaz a felhasználó által szervizelhető alkatrészeket; a szervizt csak a WD által felhatalmazott szakemberek végezhetik. • A teremezgépet mindaddig nem szabad kicsomagolni, amíg fel nem készültünk a beépítésére. A teremezgép antisztatikus tasakban van becsomagolva. • Az elektromos kisülés okozta problémák elkerülése érdekében a teremezgép megfogása előtt földelje magát a számítógép fémházának megérintésével. A ruházat statikus elektromosságot termelhet. Ne engedje, hogy a ruházat közvetlenül a meghajtóhoz vagy az áramköri elemekhez érjen. • A teremezgépet csak az oldalainál fogva szabad megfogni. Ne érjen a meremezgép alján lévő áramköri elemekhez. • Ne ejtse le, ne rázza és ne üsse meg a meghajtót. • Ne helyezzen egymásra több meremezgépet, és ne állítsa a WD meremezgépet az élére. [484,511,710,563]
section-body: 1. Соберите следующие материалы и инструменты: комплект накопителя WD, руководство по эксплуатации компьютера, руководство пользователя и установочный диск операционной системы (DVD или CD), драйверы контроллера SATA (если необходимо), плоскую и крестообразную отвертки. 2. Перед установкой любого оборудования создайте резервную копию имеющихся данных. 3. Перед началом работы с накопителем и другими компонентами снимите заряд статического электричества, прикоснувшись к металлическому корпусу компьютера, или наденьте антистатический браслет. 4. Найдите серийный номер накопителя WD, номер модели и код даты на этикетке, расположенной на верхней стороне диска, и запишите эти данные. 5. Отключите питание компьютера и выньте вилку шнура питания из розетки. 6. Снимите крышку системного блока; следуйте указаниям в руководстве по эксплуатации компьютера. [724,233,946,280]
section-heading: Rozbalení a manipulace s diskem [484,145,605,155]
language-section [724,463,946,505]
section-body: 1. Pripravte si tieto materiály a nástroje: súpravu pevného disku WD, návod k počítaču, návod k operačnému systému a disk DVD alebo CD, ovládače hostiteľského radiča SATA (ak je to potrebné), skrutkovač s plochou a krížovou koncovkou. 2. Pred vykonaním inštalácie akéhokoľvek hardvéru zálohujte existujúce údaje. 3. Pred manipuláciou s pevným diskom alebo inými súčasťami vybite statickú elektrinu dotykom na kovovú časť počítača alebo pomocou antistatického remienka na zápästie. 4. Vyhľadajte a poznačte si výrobné číslo, číslo modelu a dátumový kód pevného disku WD, ktoré sa nachádzajú na štítku na hornej strane disku. 5. Vypnite počítač a odpojte napájací kábel. 6. Demontujte kryt systému (informácie nájdete v návode k systému). [724,179,946,216]
language-section [484,72,710,139]
section-heading: Disimballaggio e movimentazione dell'unità [6,357,164,366]
section-heading: Paketten Çıkarma ve Sürücüye Muamele [484,436,630,446]
support-url[interactable]: http://support.wdc.com [240,19,346,31]
section-body: WD hard drives are precision instruments and should be handled with care during unpacking and installation. Hard drives can be damaged by rough handling, shock, and vibration, or electrostatic discharge (ESD). Be aware of the following precautions: • This product contains no user-serviceable parts; refer servicing to WD-authorized personnel only. • Do not unpack your hard drive until you are ready to install it. Your hard drive is packaged in an anti-static bag. • To avoid ESD problems, ground yourself by touching the metal chassis of the computer before handling the hard drive. Articles of clothing generate static electricity. Do not allow clothing to come in direct contact with the hard drive or circuit board components. • Handle the hard drive by its sides only. Avoid touching the circuit board components on the bottom of the hard drive. • Do not drop, shake, or knock down the hard drive. • Do not stack hard drives or stand your WD hard drive on its edge. [6,148,228,194]
language-section [724,8,946,55]
section-heading: Rozpakowanie i obchodzenie się z dyskiem [484,71,641,81]
col1-sections [6,137,228,864]
address-line: Western Digital [556,1250,588,1255]
section-heading: Schijf uitpakken en hanteren [6,592,110,602]
language-section [484,210,710,272]
contact-phone: 00800.27549338 [240,90,319,103]
language-section [724,115,946,162]
section-body: As unidades de disco rígido WD são instrumentos de precisão e devem ser manuseados com cuidado durante a remoção da embalagem e a instalação. As unidades de disco rígido podem ser danificadas por manuseio impróprio, choque e vibração ou por descarga eletrostática (ESD). Observe as seguintes precauções: • Este produto não contém peças que possam ser reparadas pelo usuário; o atendimento deve ser feito somente por técnicos autorizados pela WD. • Não remova a unidade de disco rígido da embalagem até que você esteja pronto para instalá-la. A embalagem da unidade de disco rígido é anti-estática. • Para evitar problemas de ESD, aterre-se tocando no chassi de metal do computador antes de manusear a unidade de disco rígido. Peças de vestuário geram eletricidade estática. Não permita que peças de vestuário entrem em contato direto com a unidade de disco rígido ou com componentes da placa de circuitos. • Manuseie a unidade de disco rígido somente pelas laterais. Evite tocar nos componentes da placa de circuitos que estão na parte inferior da unidade de disco rígido. • Não derrube, sacuda ou bata na unidade de disco rígido. • Não empilhe unidades de disco rígido ou apoie a unidade de disco rígido WD em sua borda. [6,523,228,585]
section-body: Las unidades de disco duro WD son instrumentos de precisión y se deben manejar con cuidado durante el desempaque e instalación. Las unidades de disco duro se pueden dañar si se manejan bruscamente, golpean o se someten a vibraciones o a descargas electrostáticas (ESD, por sus siglas en inglés). Tome en cuenta las siguientes precauciones: • Este producto no contiene piezas que el usuario pueda reparar o revisar; el servicio debe ser hecho únicamente por personal autorizado de WD. • No desempaque la unidad de disco duro sino hasta el momento en que la vaya a instalar. La unidad de disco duro está empacada en una bolsa antiestática. • Para evitar problemas por descargas electrostáticas, haga conexión a tierra tocando el chasis de metal de la computadora antes de manejar la unidad de disco duro. La ropa genera electricidad estática. No permita que su ropa toque directamente la unidad de disco duro ni los componentes de la placa de circuitos. • Sostenga la unidad de disco duro por sus lados solamente. Trate de no tocar los componentes de la placa de circuitos ubicada en la parte inferior de la unidad de disco duro. • No tire, ni sacuda, ni golpee la unidad de disco duro. • No apile una unidad de disco duro sobre otra, ni permita que la unidad de disco duro WD se sostenga sobre su borde. [6,443,228,505]
section-heading: Первым делом [724,222,782,232]
language-section [240,140,466,187]
page-title: Internal Hard Drives [6,66,200,89]
section-heading: Remoção da embalagem e manuseio da unidade [6,512,182,522]
section-heading: Wprowadzenie [724,61,778,71]
section-heading: Začíname [724,168,760,178]
language-section [6,592,228,659]
section-heading: Έναρξη [724,286,753,296]
section-heading: Primeiros passos [240,428,304,438]
trademark-notice: Western Digital, WD, and the WD logo are registered trademarks of Western Digital Technologies, Inc. in the U.S. and other countries. Other marks may be mentioned herein that belong to other companies. Specifications subject to change without notice. [556,1276,932,1287]
language-section [6,667,228,729]
language-section [240,551,466,598]
section-body: Harddisker fra WD er presisjonsinstrumenter som må håndteres forsiktig under utpakking og installasjon. Harddisker kan bli skadet av hardhendt håndtering, støt og vibrasjon eller elektrostatisk utladning (ESD). Vær oppmerksom på følgende forholdsregler: • Dette produktet inneholder ingen deler som du kan vedlikeholde selv, og du må overlate service av slike deler til personell som er WD-autorisert. • Ikke pakk ut harddisken før du er klar til å installere den. Harddisken er pakket i en antistatisk pose. • Unngå problemer med elektrostatisk utladning: Jord deg selv ved å ta på metallchassiset til datamaskinen før du håndterer harddisken. Klær kan generere statisk elektrisitet. Ikke la klærne komme i direkte kontakt med harddisken eller komponentene på kretskortet. • Hold bare harddisken i kantene. Unngå å ta på kretskortkomponentene på undersiden av harddisken. • Ikke slipp ned, rist eller slå harddisken. • Ikke legg harddisker på hverandre, eller sett WD-harddisken på kanten. [6,818,228,864]
section-body: 1. Reúna estes materiais e ferramentas: kit da unidade de disco rígido WD; manual do computador; manual e DVD ou CD do sistema operacional; drivers do controlador host SATA (se aplicável); chaves de fenda Phillips e de ponta chata. 2. Antes de efetuar qualquer instalação de hardware, faça o backup de seus dados existentes. 3. Antes de manusear a unidade de disco rígido ou qualquer outro componente, descarregue a eletricidade estática tocando no chassi de metal do computador ou usando uma pulseira anti-estática. 4. Localize e anote o número de série, modelo e código da data da unidade de disco rígido WD na etiqueta na parte superior da unidade. 5. Desligue o computador e desconecte o cabo de alimentação. 6. Retire a tampa do sistema (consulte o manual do sistema para ver as instruções). [240,439,466,481]
company-address [556,1250,622,1272]
language-section [484,8,710,65]
address-line: U.S.A. [556,1266,570,1272]
section-body: 1. Şu malzemelere ve aletlere elinizin altında bulundurun: WD sabit disk paketinin içindekiler; bilgisayar sisteminin kılavuzu; işletim sistemi kılavuzu ve DVD veya CD'si; SATA ana denetleyici sürücüleri (varsa); yıldız ve düz uçlu tornavidalar. 2. Sabit diski kurmaya başlamadan önce mevcut verilerinizi yedekleyin. 3. Sabit diski veya diğer bileşenleri ellemeye başlamadan önce, bilgisayarın metal kasasına dokunarak veya antistatik bileklik kullanarak vücudunuzdaki statik elektriği boşaltın. 4. WD sabit diskinizin seri numarası, model numarası ve üretim tarihi kodu etiketinin üzerindedir. Bu bilgileri bulup not edin. 5. Bilgisayarı kapatın ve güç kablosunu prizden çekin. 6. Sistem kapağını çıkarın (talimatlar için sistem kılavuzunuza bakın). [724,361,946,397]
document-number: 4079-705037-804 May 2011 [884,1292,942,1297]
address-line: Irvine, California 92612 [556,1260,604,1266]
language-section [724,169,946,216]
language-section [724,223,946,280]
